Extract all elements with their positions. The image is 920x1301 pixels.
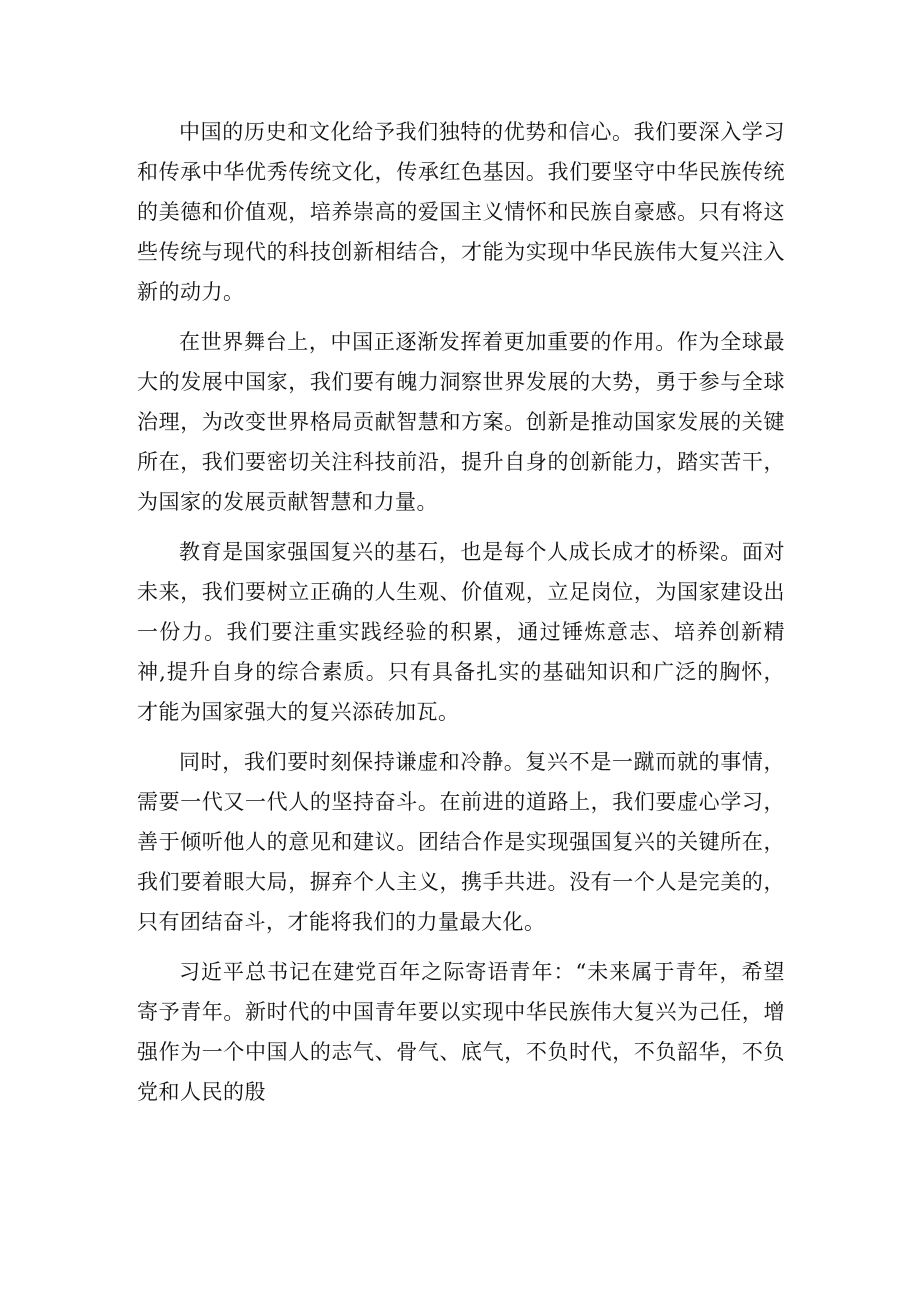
paragraph-humility: 同时，我们要时刻保持谦虚和冷静。复兴不是一蹴而就的事情，需要一代又一代人的坚持奋斗。在前进的道路上，我们要虚心学习，善于倾听他人的意见和建议。团结合作是实现强国复兴的关键所在，我们要着眼大局，摒弃个人主义，携手共进。没有一个人是完美的，只有团结奋斗，才能将我们的力量最大化。 <box>137 750 785 934</box>
paragraph-heritage: 中国的历史和文化给予我们独特的优势和信心。我们要深入学习和传承中华优秀传统文化，传承红色基因。我们要坚守中华民族传统的美德和价值观，培养崇高的爱国主义情怀和民族自豪感。只有将这些传统与现代的科技创新相结合，才能为实现中华民族伟大复兴注入新的动力。 <box>137 120 785 304</box>
paragraph-education: 教育是国家强国复兴的基石，也是每个人成长成才的桥梁。面对未来，我们要树立正确的人生观、价值观，立足岗位，为国家建设出一份力。我们要注重实践经验的积累，通过锤炼意志、培养创新精神,提升自身的综合素质。只有具备扎实的基础知识和广泛的胸怀，才能为国家强大的复兴添砖加瓦。 <box>137 540 785 724</box>
paragraph-world-stage: 在世界舞台上，中国正逐渐发挥着更加重要的作用。作为全球最大的发展中国家，我们要有魄力洞察世界发展的大势，勇于参与全球治理，为改变世界格局贡献智慧和方案。创新是推动国家发展的关键所在，我们要密切关注科技前沿，提升自身的创新能力，踏实苦干，为国家的发展贡献智慧和力量。 <box>137 330 785 514</box>
paragraph-youth-quote: 习近平总书记在建党百年之际寄语青年：“未来属于青年，希望寄予青年。新时代的中国青年要以实现中华民族伟大复兴为己任，增强作为一个中国人的志气、骨气、底气，不负时代，不负韶华，不负党和人民的殷 <box>137 960 785 1104</box>
document-body <box>137 112 785 1122</box>
